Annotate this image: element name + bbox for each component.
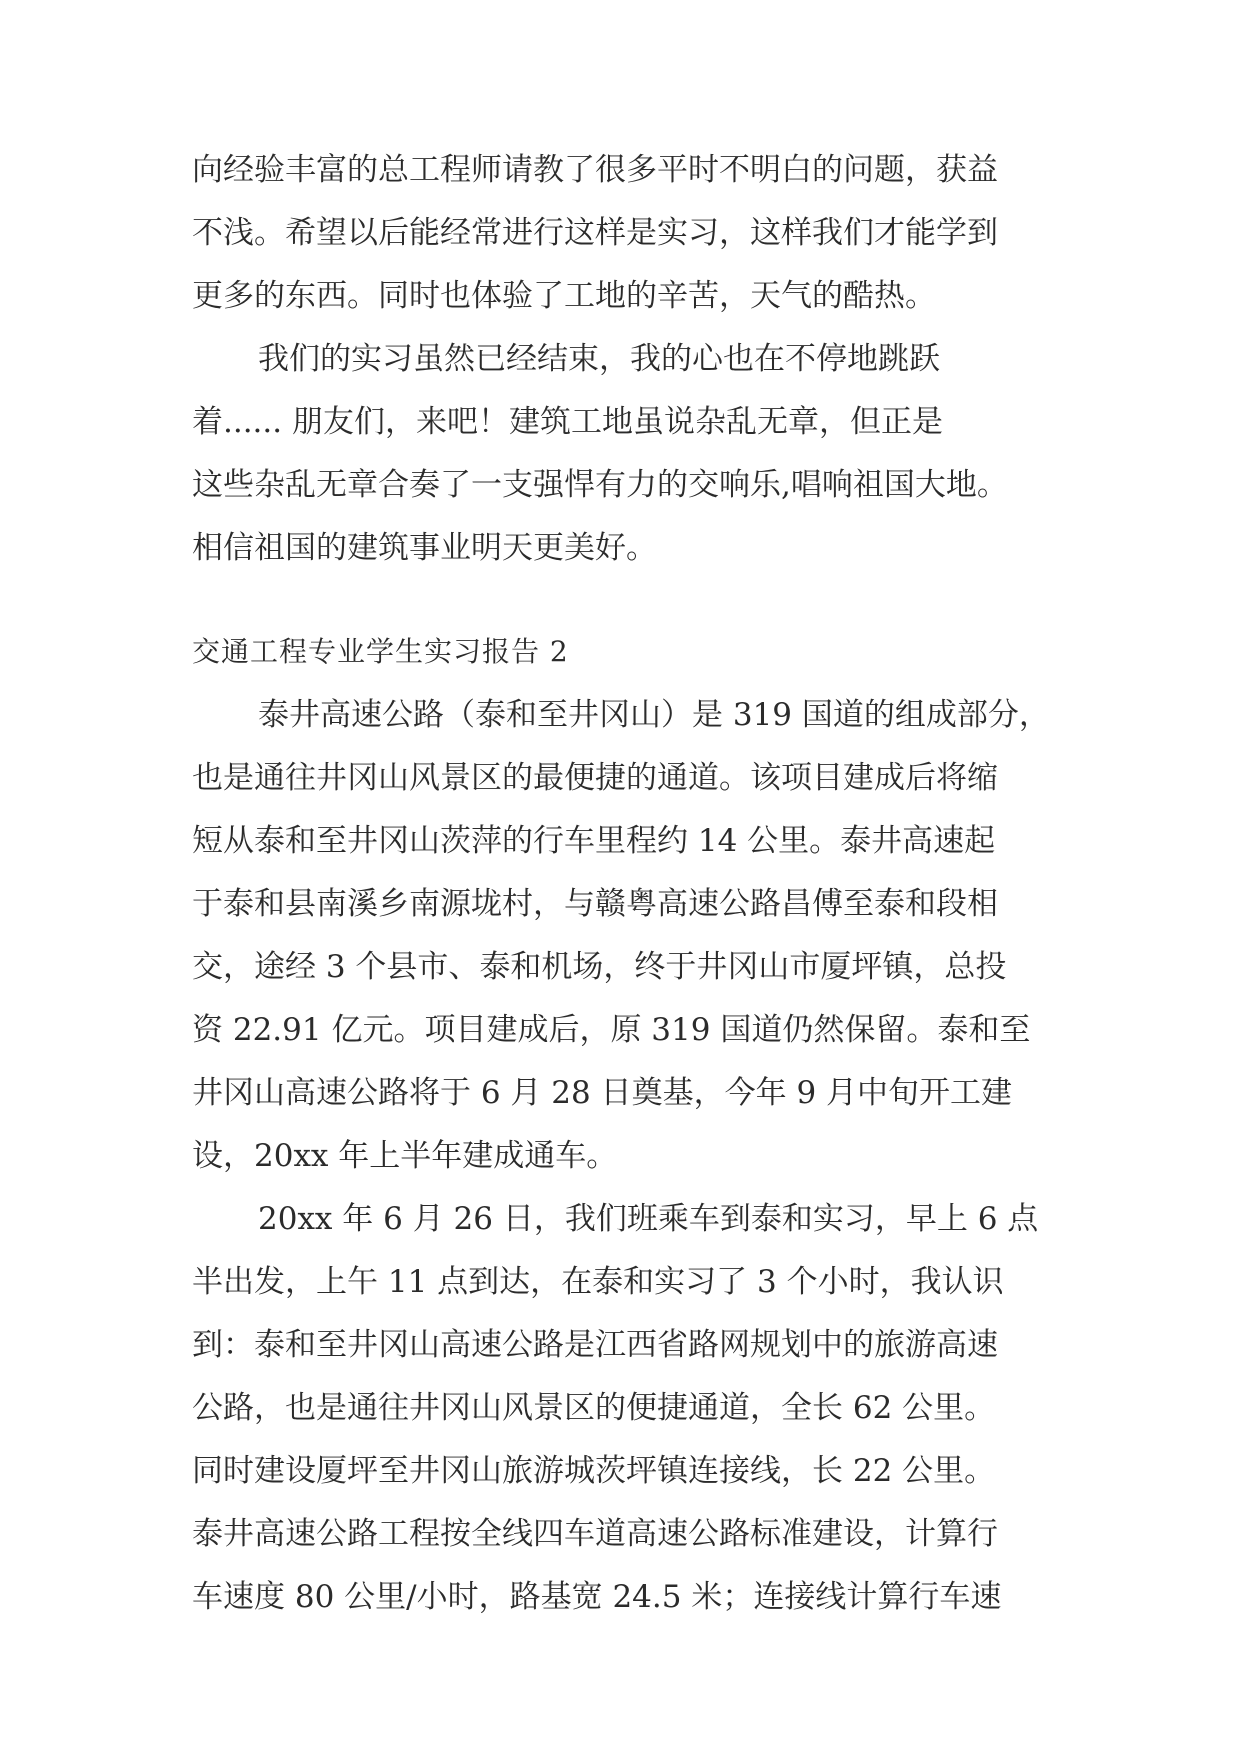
paragraph-1-line-2: 不浅。希望以后能经常进行这样是实习，这样我们才能学到	[192, 215, 998, 251]
paragraph-1-line-1: 向经验丰富的总工程师请教了很多平时不明白的问题，获益	[192, 152, 998, 188]
paragraph-4-line-5: 同时建设厦坪至井冈山旅游城茨坪镇连接线，长 22 公里。	[192, 1453, 996, 1489]
paragraph-1-line-3: 更多的东西。同时也体验了工地的辛苦，天气的酷热。	[192, 278, 936, 314]
paragraph-2-line-4: 相信祖国的建筑事业明天更美好。	[192, 530, 657, 566]
paragraph-2-line-2: 着...... 朋友们，来吧！建筑工地虽说杂乱无章，但正是	[192, 404, 943, 440]
paragraph-3-line-4: 于泰和县南溪乡南源垅村，与赣粤高速公路昌傅至泰和段相	[192, 886, 998, 922]
paragraph-3-line-6: 资 22.91 亿元。项目建成后，原 319 国道仍然保留。泰和至	[192, 1012, 1031, 1048]
paragraph-2-line-3: 这些杂乱无章合奏了一支强悍有力的交响乐,唱响祖国大地。	[192, 467, 1008, 503]
paragraph-3-line-8: 设，20xx 年上半年建成通车。	[192, 1138, 618, 1174]
paragraph-3-line-2: 也是通往井冈山风景区的最便捷的通道。该项目建成后将缩	[192, 760, 998, 796]
paragraph-4-line-4: 公路，也是通往井冈山风景区的便捷通道，全长 62 公里。	[192, 1390, 996, 1426]
paragraph-4-line-6: 泰井高速公路工程按全线四车道高速公路标准建设，计算行	[192, 1516, 998, 1552]
paragraph-3-line-5: 交，途经 3 个县市、泰和机场，终于井冈山市厦坪镇，总投	[192, 949, 1007, 985]
paragraph-4-line-3: 到：泰和至井冈山高速公路是江西省路网规划中的旅游高速	[192, 1327, 998, 1363]
paragraph-2-line-1: 我们的实习虽然已经结束，我的心也在不停地跳跃	[258, 341, 940, 377]
paragraph-3-line-1: 泰井高速公路（泰和至井冈山）是 319 国道的组成部分，	[258, 697, 1050, 733]
section-heading: 交通工程专业学生实习报告 2	[192, 635, 569, 668]
paragraph-3-line-7: 井冈山高速公路将于 6 月 28 日奠基，今年 9 月中旬开工建	[192, 1075, 1013, 1111]
paragraph-4-line-1: 20xx 年 6 月 26 日，我们班乘车到泰和实习，早上 6 点	[258, 1201, 1039, 1237]
paragraph-4-line-2: 半出发，上午 11 点到达，在泰和实习了 3 个小时，我认识	[192, 1264, 1004, 1300]
paragraph-3-line-3: 短从泰和至井冈山茨萍的行车里程约 14 公里。泰井高速起	[192, 823, 996, 859]
paragraph-4-line-7: 车速度 80 公里/小时，路基宽 24.5 米；连接线计算行车速	[192, 1579, 1002, 1615]
